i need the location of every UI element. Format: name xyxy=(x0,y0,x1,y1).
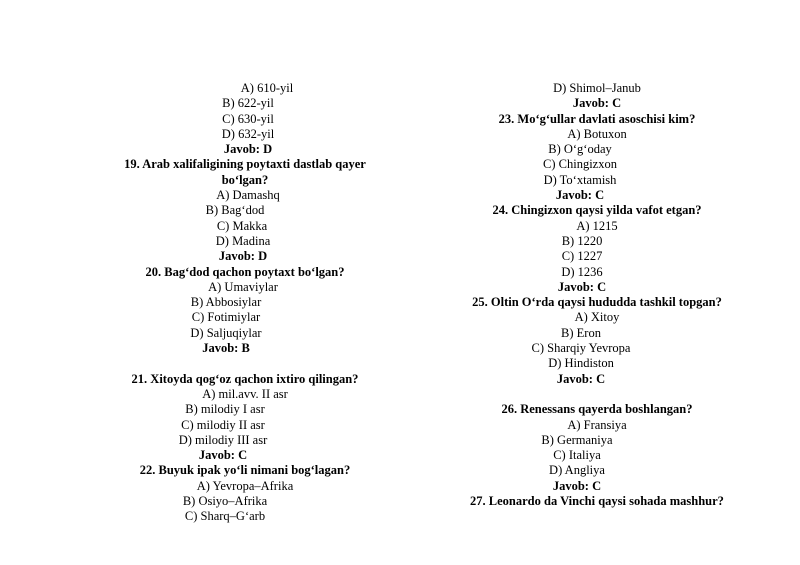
question-text: 25. Oltin O‘rda qaysi hududda tashkil topgan? xyxy=(472,295,722,310)
answer-option: B) Abbosiylar xyxy=(190,295,262,310)
answer-option: C) Sharqiy Yevropa xyxy=(531,341,631,356)
answer-option: B) O‘g‘oday xyxy=(548,142,612,157)
answer-option: C) Sharq–G‘arb xyxy=(184,509,266,524)
answer-option: C) Italiya xyxy=(553,448,601,463)
right-column xyxy=(452,81,742,509)
answer-option: D) Madina xyxy=(215,233,271,248)
answer-key: Javob: C xyxy=(556,371,606,386)
answer-option: B) Eron xyxy=(561,325,601,340)
answer-key: Javob: D xyxy=(223,142,273,157)
answer-option: A) 610-yil xyxy=(240,81,294,95)
answer-option: C) Fotimiylar xyxy=(191,310,261,325)
question-text: 23. Mo‘g‘ullar davlati asoschisi kim? xyxy=(498,111,696,126)
answer-key: Javob: D xyxy=(218,249,268,264)
answer-option: D) 632-yil xyxy=(221,126,275,141)
answer-option: A) Botuxon xyxy=(567,126,627,141)
answer-option: C) Chingizxon xyxy=(543,157,617,172)
answer-option: A) 1215 xyxy=(576,218,618,233)
answer-option: B) 622-yil xyxy=(222,96,274,111)
answer-option: C) 1227 xyxy=(561,249,603,264)
answer-option: C) milodiy II asr xyxy=(181,417,265,432)
answer-key: Javob: C xyxy=(552,478,602,493)
question-text: 24. Chingizxon qaysi yilda vafot etgan? xyxy=(492,203,702,218)
answer-option: C) 630-yil xyxy=(222,111,274,126)
spacer xyxy=(100,356,390,371)
answer-option: D) 1236 xyxy=(561,264,603,279)
answer-option: A) Xitoy xyxy=(574,310,620,325)
question-text: 19. Arab xalifaligining poytaxti dastlab qayer xyxy=(124,157,366,172)
answer-option: C) Makka xyxy=(216,218,268,233)
question-text: bo‘lgan? xyxy=(221,172,269,187)
answer-option: B) Bag‘dod xyxy=(205,203,265,218)
answer-key: Javob: C xyxy=(557,279,607,294)
answer-option: D) Hindiston xyxy=(548,356,614,371)
spacer xyxy=(452,387,742,402)
answer-option: A) Damashq xyxy=(216,188,280,203)
answer-key: Javob: C xyxy=(198,448,248,463)
answer-option: A) mil.avv. II asr xyxy=(202,386,288,401)
answer-key: Javob: C xyxy=(572,96,622,111)
answer-key: Javob: B xyxy=(202,341,250,356)
answer-key: Javob: C xyxy=(555,188,605,203)
answer-option: A) Yevropa–Afrika xyxy=(196,478,294,493)
question-text: 22. Buyuk ipak yo‘li nimani bog‘lagan? xyxy=(139,463,351,478)
answer-option: A) Fransiya xyxy=(567,417,627,432)
answer-option: D) Shimol–Janub xyxy=(553,81,641,95)
answer-option: D) Saljuqiylar xyxy=(190,325,262,340)
answer-option: A) Umaviylar xyxy=(208,279,278,294)
answer-option: B) milodiy I asr xyxy=(185,402,265,417)
question-text: 20. Bag‘dod qachon poytaxt bo‘lgan? xyxy=(145,264,345,279)
question-text: 26. Renessans qayerda boshlangan? xyxy=(501,402,693,417)
answer-option: D) To‘xtamish xyxy=(543,172,617,187)
answer-option: D) milodiy III asr xyxy=(178,432,268,447)
answer-option: B) Osiyo–Afrika xyxy=(182,494,268,509)
left-column xyxy=(100,81,390,525)
answer-option: D) Angliya xyxy=(549,463,605,478)
answer-option: B) Germaniya xyxy=(541,432,613,447)
question-text: 21. Xitoyda qog‘oz qachon ixtiro qilingan? xyxy=(131,371,359,386)
question-text: 27. Leonardo da Vinchi qaysi sohada mashhur? xyxy=(470,494,724,509)
answer-option: B) 1220 xyxy=(561,233,603,248)
